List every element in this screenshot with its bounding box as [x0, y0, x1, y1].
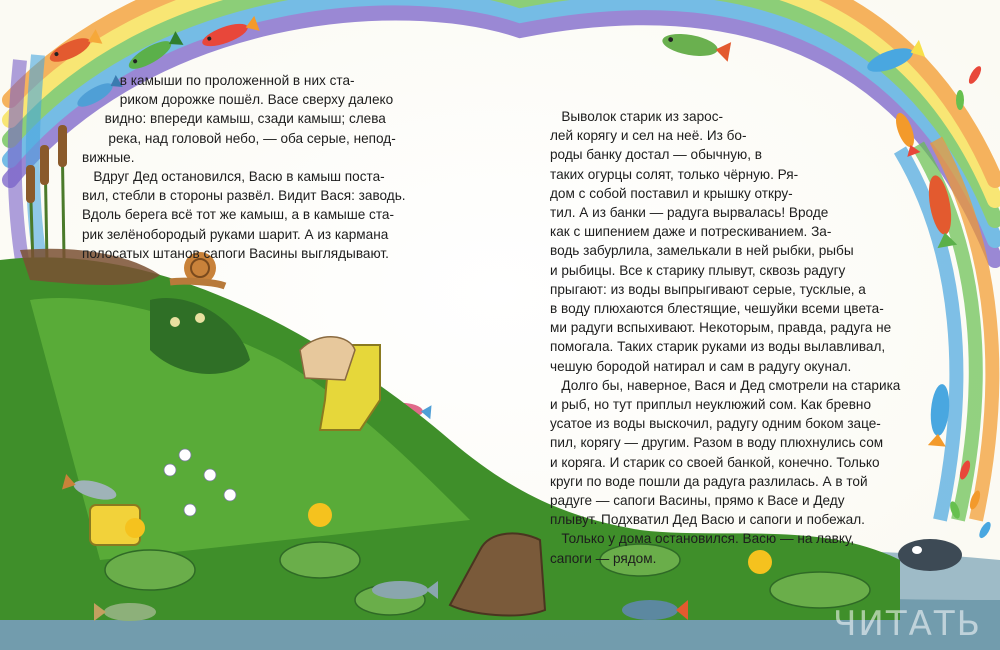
- right-line: плывут. Подхватил Дед Васю и сапоги и побежал.: [550, 512, 865, 528]
- left-line: полосатых штанов сапоги Васины выглядывают.: [82, 245, 389, 261]
- right-line: прыгают: из воды выпрыгивают серые, тусклые, а: [550, 281, 866, 297]
- left-line: Вдруг Дед остановился, Васю в камыш поста-: [82, 169, 385, 185]
- right-line: Долго бы, наверное, Вася и Дед смотрели на старика: [550, 377, 901, 393]
- catfish: [898, 539, 962, 571]
- right-line: чешую бородой натирал и сам в радугу окунал.: [550, 358, 852, 374]
- right-line: и коряга. И старик со своей банкой, конечно. Только: [550, 454, 880, 470]
- left-line: Вдоль берега всё тот же камыш, а в камыше ста-: [82, 207, 395, 223]
- right-line: Выволок старик из зарос-: [550, 109, 724, 124]
- left-line: в камыши по проложенной в них ста-: [82, 73, 355, 88]
- right-line: тил. А из банки — радуга вырвалась! Вроде: [550, 205, 829, 221]
- left-line: риком дорожке пошёл. Васе сверху далеко: [82, 92, 394, 108]
- right-line: помогала. Таких старик руками из воды вылавливал,: [550, 339, 886, 355]
- right-line: роды банку достал — обычную, в: [550, 147, 762, 163]
- right-line: радуге — сапоги Васины, прямо к Васе и Деду: [550, 493, 845, 509]
- right-line: круги по воде пошли да радуга разлилась. А в той: [550, 473, 868, 489]
- right-line: как с шипением даже и потрескиванием. За-: [550, 224, 832, 240]
- right-line: дом с собой поставил и крышку откру-: [550, 185, 793, 201]
- left-line: рик зелёнобородый руками шарит. А из кармана: [82, 226, 389, 242]
- right-line: сапоги — рядом.: [550, 550, 657, 566]
- left-line: река, над головой небо, — оба серые, непод-: [82, 130, 396, 146]
- right-line: ми радуги вспыхивают. Некоторым, правда, радуга не: [550, 320, 892, 336]
- left-page-text: [82, 71, 406, 263]
- right-line: таких огурцы солят, только чёрную. Ря-: [550, 166, 799, 182]
- right-line: и рыбицы. Все к старику плывут, сквозь радугу: [550, 262, 846, 278]
- right-page-text: [550, 107, 900, 568]
- right-line: и рыб, но тут приплыл неуклюжий сом. Как бревно: [550, 397, 871, 413]
- left-line: видно: впереди камыш, сзади камыш; слева: [82, 111, 386, 127]
- right-line: Только у дома остановился. Васю — на лавку,: [550, 531, 855, 547]
- right-line: усатое из воды выскочил, радугу одним боком заце-: [550, 416, 881, 432]
- left-line: вил, стебли в стороны развёл. Видит Вася: заводь.: [82, 188, 406, 204]
- left-line: вижные.: [82, 149, 135, 165]
- watermark: ЧИТАТЬ: [833, 604, 982, 644]
- right-line: пил, корягу — другим. Разом в воду плюхнулись сом: [550, 435, 884, 451]
- right-line: в воду плюхаются блестящие, чешуйки всеми цвета-: [550, 301, 884, 317]
- right-line: лей корягу и сел на неё. Из бо-: [550, 128, 747, 144]
- right-line: водь забурлила, замелькали в ней рыбки, рыбы: [550, 243, 854, 259]
